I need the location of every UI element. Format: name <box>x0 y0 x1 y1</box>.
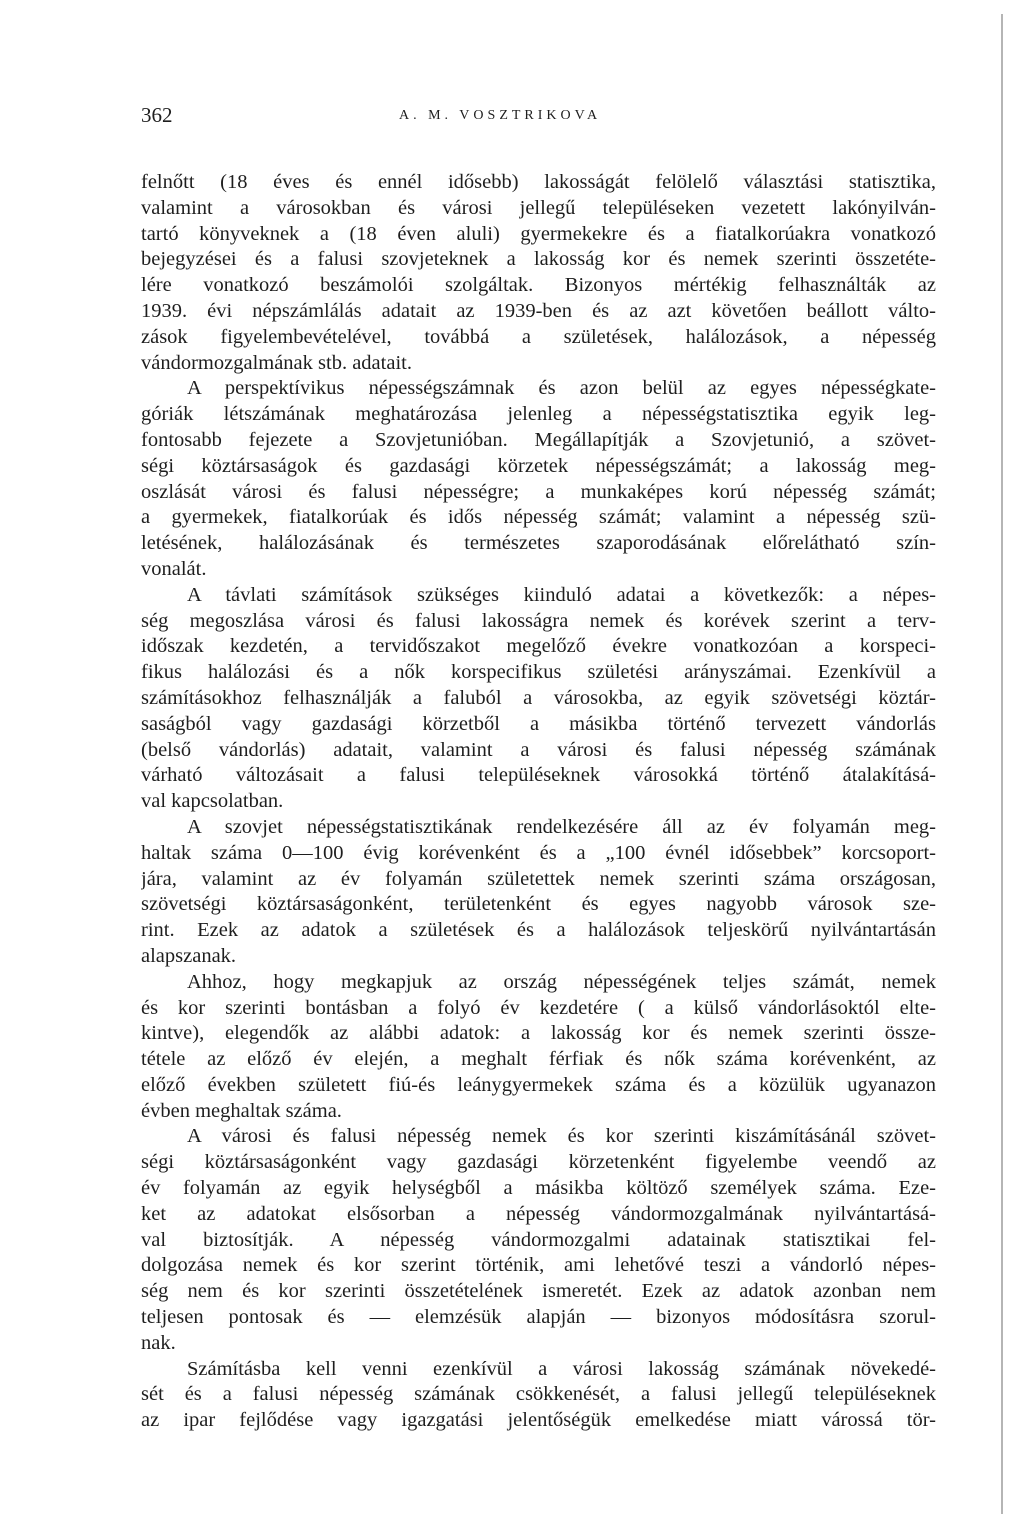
text-line: tartó könyveknek a (18 éven aluli) gyermekekre és a fiatalkorúakra vonatkozó <box>141 222 936 245</box>
text-line: ségi köztársaságonként vagy gazdasági körzetenként figyelembe veendő az <box>141 1151 936 1174</box>
text-line: A perspektívikus népességszámnak és azon belül az egyes népességkate- <box>187 377 936 400</box>
text-line: fontosabb fejezete a Szovjetunióban. Megállapítják a Szovjetunió, a szövet- <box>141 428 936 451</box>
text-line: zások figyelembevételével, továbbá a születések, halálozások, a népesség <box>141 325 936 348</box>
text-line: évben meghaltak száma. <box>141 1099 342 1122</box>
text-line: ség megoszlása városi és falusi lakosságra nemek és korévek szerint a terv- <box>141 609 936 632</box>
text-line: Ahhoz, hogy megkapjuk az ország népességének teljes számát, nemek <box>187 970 936 993</box>
text-line: időszak kezdetén, a tervidőszakot megelőző évekre vonatkozóan a korspeci- <box>141 635 936 658</box>
text-line: ség nem és kor szerinti összetételének ismeretét. Ezek az adatok azonban nem <box>141 1280 936 1303</box>
text-line: tétele az előző év elején, a meghalt férfiak és nők száma korévenként, az <box>141 1048 936 1071</box>
text-line: jára, valamint az év folyamán születettek nemek szerinti száma országosan, <box>141 867 936 890</box>
text-line: ségi köztársaságok és gazdasági körzetek népességszámát; a lakosság meg- <box>141 454 936 477</box>
text-line: év folyamán az egyik helységből a másikba költöző személyek száma. Eze- <box>141 1177 936 1200</box>
page-number: 362 <box>141 103 173 127</box>
text-line: várható változásait a falusi településeknek városokká történő átalakításá- <box>141 764 936 787</box>
text-line: saságból vagy gazdasági körzetből a másikba történő tervezett vándorlás <box>141 712 936 735</box>
text-line: góriák létszámának meghatározása jelenleg a népességstatisztika egyik leg- <box>141 403 936 426</box>
text-line: oszlását városi és falusi népességre; a munkaképes korú népesség számát; <box>141 480 936 503</box>
paragraph <box>141 583 936 815</box>
paragraph <box>141 1357 936 1434</box>
text-line: (belső vándorlás) adatait, valamint a városi és falusi népesség számának <box>141 738 936 761</box>
text-line: sét és a falusi népesség számának csökkenését, a falusi jellegű településeknek <box>141 1383 936 1406</box>
text-line: Számításba kell venni ezenkívül a városi lakosság számának növekedé- <box>187 1357 936 1380</box>
text-line: A távlati számítások szükséges kiinduló adatai a következők: a népes- <box>187 583 936 606</box>
text-line: A városi és falusi népesség nemek és kor szerinti kiszámításánál szövet- <box>187 1125 936 1148</box>
text-line: bejegyzései és a falusi szovjeteknek a lakosság kor és nemek szerinti összetéte- <box>141 248 936 271</box>
text-line: alapszanak. <box>141 944 237 967</box>
text-line: rint. Ezek az adatok a születések és a halálozások teljeskörű nyilvántartásán <box>141 919 936 942</box>
text-line: fikus halálozási és a nők korspecifikus születési arányszámai. Ezenkívül a <box>141 661 936 684</box>
text-line: dolgozása nemek és kor szerint történik, ami lehetővé teszi a vándorló népes- <box>141 1254 936 1277</box>
text-line: szövetségi köztársaságonként, területenként és egyes nagyobb városok sze- <box>141 893 936 916</box>
text-line: ket az adatokat elsősorban a népesség vándormozgalmának nyilvántartásá- <box>141 1202 936 1225</box>
text-line: a gyermekek, fiatalkorúak és idős népesség számát; valamint a népesség szü- <box>141 506 936 529</box>
paragraph <box>141 170 936 376</box>
text-line: felnőtt (18 éves és ennél idősebb) lakosságát felölelő választási statisztika, <box>141 171 936 193</box>
paragraph <box>141 1124 936 1356</box>
scan-edge-line <box>1001 14 1003 1514</box>
text-line: 1939. évi népszámlálás adatait az 1939-ben és az azt követően beállott válto- <box>141 299 936 322</box>
text-line: valamint a városokban és városi jellegű településeken vezetett lakónyilván- <box>141 196 936 219</box>
paragraph <box>141 376 936 582</box>
text-line: vonalát. <box>141 557 207 580</box>
page-header <box>141 100 936 130</box>
text-line: kintve), elegendők az alábbi adatok: a lakosság kor és nemek szerinti össze- <box>141 1022 936 1045</box>
text-line: számításokhoz felhasználják a faluból a városokba, az egyik szövetségi köztár- <box>141 686 936 709</box>
text-line: val biztosítják. A népesség vándormozgalmi adatainak statisztikai fel- <box>141 1228 936 1251</box>
running-head-author: A. M. VOSZTRIKOVA <box>399 108 602 123</box>
text-line: és kor szerinti bontásban a folyó év kezdetére ( a külső vándorlásoktól elte- <box>141 996 936 1019</box>
paragraph <box>141 815 936 970</box>
text-line: lére vonatkozó beszámolói szolgáltak. Bizonyos mértékig felhasználták az <box>141 274 936 297</box>
body-text <box>141 170 936 1434</box>
text-line: vándormozgalmának stb. adatait. <box>141 351 412 374</box>
text-line: teljesen pontosak és — elemzésük alapján — bizonyos módosításra szorul- <box>141 1306 936 1329</box>
text-line: az ipar fejlődése vagy igazgatási jelentőségük emelkedése miatt várossá tör- <box>141 1409 936 1432</box>
text-line: nak. <box>141 1331 176 1354</box>
text-line: A szovjet népességstatisztikának rendelkezésére áll az év folyamán meg- <box>187 815 936 838</box>
paragraph <box>141 970 936 1125</box>
text-line: letésének, halálozásának és természetes szaporodásának előrelátható szín- <box>141 532 936 555</box>
text-line: haltak száma 0—100 évig korévenként és a „100 évnél idősebbek” korcsoport- <box>141 841 936 864</box>
text-line: előző években született fiú-és leánygyermekek száma és a közülük ugyanazon <box>141 1073 936 1096</box>
text-line: val kapcsolatban. <box>141 790 284 813</box>
